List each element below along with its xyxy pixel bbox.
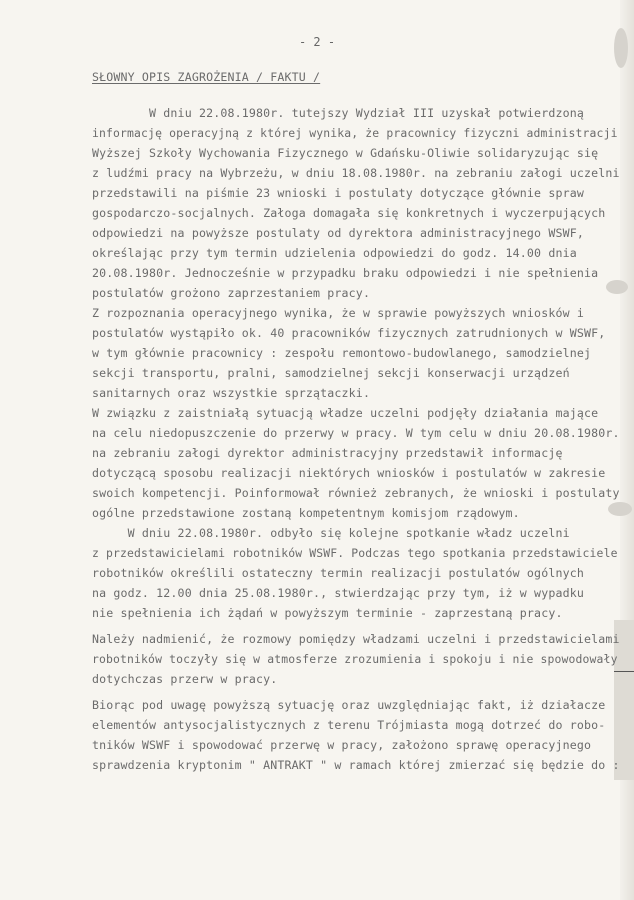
text-line: elementów antysocjalistycznych z terenu Trójmiasta mogą dotrzeć do robo- xyxy=(92,718,606,732)
text-line: Biorąc pod uwagę powyższą sytuację oraz uwzględniając fakt, iż działacze xyxy=(92,698,606,712)
text-line: Z rozpoznania operacyjnego wynika, że w sprawie powyższych wniosków i xyxy=(92,306,584,320)
text-line: robotników określili ostateczny termin realizacji postulatów ogólnych xyxy=(92,566,584,580)
text-line: ogólne przedstawione zostaną kompetentnym komisjom rządowym. xyxy=(92,506,520,520)
text-line: Należy nadmienić, że rozmowy pomiędzy władzami uczelni i przedstawicielami xyxy=(92,632,620,646)
text-line: sanitarnych oraz wszystkie sprzątaczki. xyxy=(92,386,371,400)
text-line: postulatów grożono zaprzestaniem pracy. xyxy=(92,286,371,300)
text-line: sprawdzenia kryptonim " ANTRAKT " w ramach której zmierzać się będzie do : xyxy=(92,758,620,772)
text-line: odpowiedzi na powyższe postulaty od dyrektora administracyjnego WSWF, xyxy=(92,226,584,240)
text-line: postulatów wystąpiło ok. 40 pracowników fizycznych zatrudnionych w WSWF, xyxy=(92,326,606,340)
text-line: przedstawili na piśmie 23 wnioski i postulaty dotyczące głównie spraw xyxy=(92,186,584,200)
text-line: z przedstawicielami robotników WSWF. Podczas tego spotkania przedstawiciele xyxy=(92,546,618,560)
text-line: dotyczącą sposobu realizacji niektórych wniosków i postulatów w zakresie xyxy=(92,466,606,480)
edge-mark xyxy=(614,671,634,672)
text-line: W dniu 22.08.1980r. tutejszy Wydział III uzyskał potwierdzoną xyxy=(92,106,584,120)
text-line: na zebraniu załogi dyrektor administracyjny przedstawił informację xyxy=(92,446,563,460)
text-line: na godz. 12.00 dnia 25.08.1980r., stwierdzając przy tym, iż w wypadku xyxy=(92,586,584,600)
text-line: W związku z zaistniałą sytuacją władze uczelni podjęły działania mające xyxy=(92,406,599,420)
paper-stain xyxy=(606,280,628,294)
page-number: - 2 - xyxy=(298,35,336,49)
text-line: 20.08.1980r. Jednocześnie w przypadku braku odpowiedzi i nie spełnienia xyxy=(92,266,599,280)
paper-stain xyxy=(608,502,632,516)
section-heading: SŁOWNY OPIS ZAGROŻENIA / FAKTU / xyxy=(92,70,321,84)
text-line: tników WSWF i spowodować przerwę w pracy, założono sprawę operacyjnego xyxy=(92,738,592,752)
text-line: gospodarczo-socjalnych. Załoga domagała się konkretnych i wyczerpujących xyxy=(92,206,606,220)
text-line: W dniu 22.08.1980r. odbyło się kolejne spotkanie władz uczelni xyxy=(92,526,570,540)
text-line: nie spełnienia ich żądań w powyższym terminie - zaprzestaną pracy. xyxy=(92,606,563,620)
text-line: swoich kompetencji. Poinformował również zebranych, że wnioski i postulaty xyxy=(92,486,620,500)
text-line: sekcji transportu, pralni, samodzielnej sekcji konserwacji urządzeń xyxy=(92,366,570,380)
text-line: w tym głównie pracownicy : zespołu remontowo-budowlanego, samodzielnej xyxy=(92,346,592,360)
text-line: informację operacyjną z której wynika, że pracownicy fizyczni administracji xyxy=(92,126,618,140)
text-line: określając przy tym termin udzielenia odpowiedzi do godz. 14.00 dnia xyxy=(92,246,577,260)
text-line: z ludźmi pracy na Wybrzeżu, w dniu 18.08.1980r. na zebraniu załogi uczelni xyxy=(92,166,620,180)
text-line: Wyższej Szkoły Wychowania Fizycznego w Gdańsku-Oliwie solidaryzując się xyxy=(92,146,599,160)
text-line: na celu niedopuszczenie do przerwy w pracy. W tym celu w dniu 20.08.1980r. xyxy=(92,426,620,440)
text-line: dotychczas przerw w pracy. xyxy=(92,672,278,686)
text-line: robotników toczyły się w atmosferze zrozumienia i spokoju i nie spowodowały xyxy=(92,652,618,666)
